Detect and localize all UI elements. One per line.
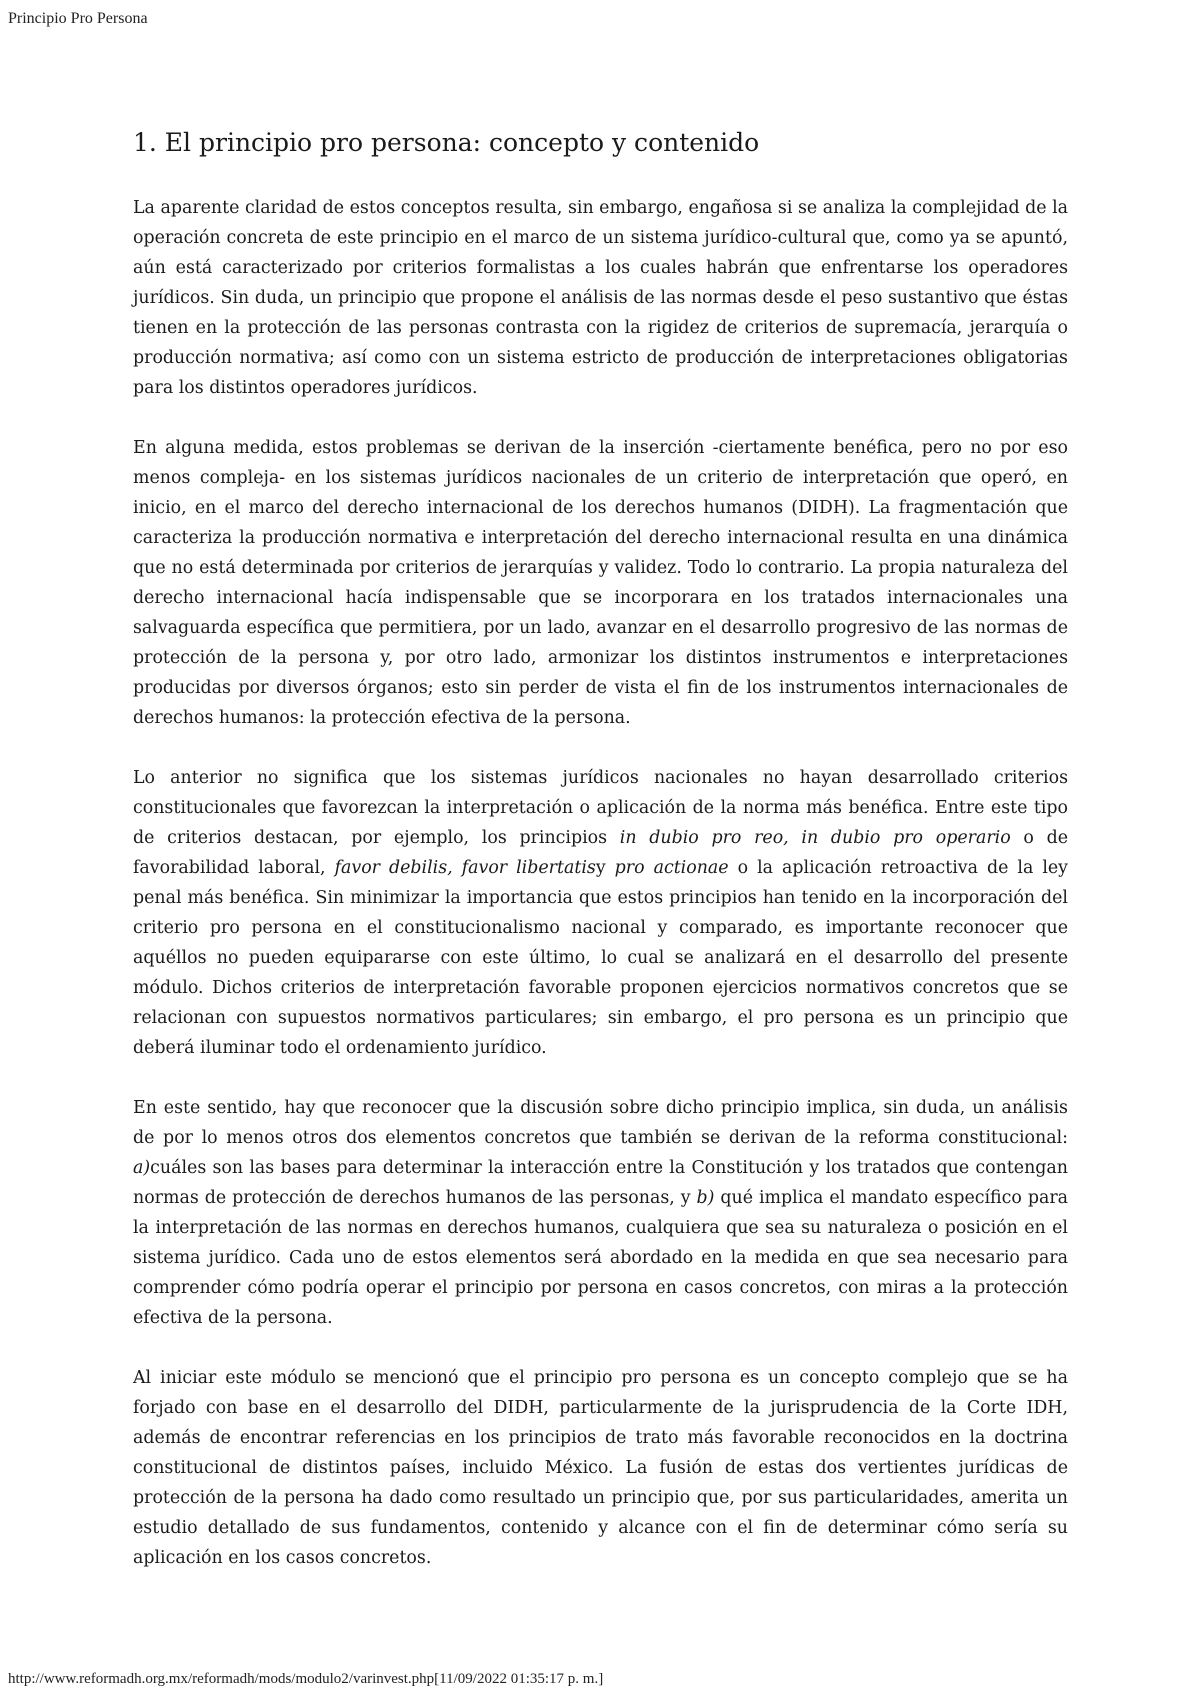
paragraph-3-italic-principles: in dubio pro reo, in dubio pro operario	[619, 828, 1011, 848]
paragraph-3-text: o la aplicación retroactiva de la ley penal más benéfica. Sin minimizar la importancia que estos principios han tenido en la incorporación del criterio pro persona en el constitucionalismo nacional y comparado, es importante reconocer que aquéllos no pueden equipararse con este último, lo cual se analizará en el desarrollo del presente módulo. Dichos criterios de interpretación favorable proponen ejercicios normativos concretos que se relacionan con supuestos normativos particulares; sin embargo, el pro persona es un principio que deberá iluminar todo el ordenamiento jurídico.	[133, 858, 1069, 1058]
paragraph-3-text: o de favorabilidad laboral,	[133, 828, 1068, 878]
paragraph-5: Al iniciar este módulo se mencionó que el principio pro persona es un concepto complejo que se ha forjado con base en el desarrollo del DIDH, particularmente de la jurisprudencia de la Corte IDH, además de encontrar referencias en los principios de trato más favorable reconocidos en la doctrina constitucional de distintos países, incluido México. La fusión de estas dos vertientes jurídicas de protección de la persona ha dado como resultado un principio que, por sus particularidades, amerita un estudio detallado de sus fundamentos, contenido y alcance con el fin de determinar cómo sería su aplicación en los casos concretos.	[133, 1368, 1068, 1568]
paragraph-4-text: qué implica el mandato específico para la interpretación de las normas en derechos humanos, cualquiera que sea su naturaleza o posición en el sistema jurídico. Cada uno de estos elementos será abordado en la medida en que sea necesario para comprender cómo podría operar el principio por persona en casos concretos, con miras a la protección efectiva de la persona.	[133, 1188, 1068, 1328]
paragraph-3-italic-actionae: pro actionae	[614, 858, 729, 878]
paragraph-3-text: Lo anterior no significa que los sistemas jurídicos nacionales no hayan desarrollado criterios constitucionales que favorezcan la interpretación o aplicación de la norma más benéfica. Entre este tipo de criterios destacan, por ejemplo, los principios	[133, 768, 1068, 848]
paragraph-4-item-b: b)	[696, 1188, 715, 1208]
footer-source-url: http://www.reformadh.org.mx/reformadh/mods/modulo2/varinvest.php[11/09/2022 01:35:17 p. m.]	[8, 1671, 604, 1687]
document-body	[133, 128, 1068, 1603]
paragraph-4-text: cuáles son las bases para determinar la interacción entre la Constitución y los tratados que contengan normas de protección de derechos humanos de las personas, y	[133, 1158, 1068, 1208]
paragraph-4-text: En este sentido, hay que reconocer que la discusión sobre dicho principio implica, sin duda, un análisis de por lo menos otros dos elementos concretos que también se derivan de la reforma constitucional:	[133, 1098, 1068, 1148]
section-heading: 1. El principio pro persona: concepto y contenido	[133, 128, 760, 157]
paragraph-3-italic-favor: favor debilis, favor libertatis	[334, 858, 596, 878]
paragraph-4-item-a: a)	[133, 1158, 151, 1178]
paragraph-1: La aparente claridad de estos conceptos resulta, sin embargo, engañosa si se analiza la complejidad de la operación concreta de este principio en el marco de un sistema jurídico-cultural que, como ya se apuntó, aún está caracterizado por criterios formalistas a los cuales habrán que enfrentarse los operadores jurídicos. Sin duda, un principio que propone el análisis de las normas desde el peso sustantivo que éstas tienen en la protección de las personas contrasta con la rigidez de criterios de supremacía, jerarquía o producción normativa; así como con un sistema estricto de producción de interpretaciones obligatorias para los distintos operadores jurídicos.	[133, 198, 1068, 398]
paragraph-4	[133, 1093, 1068, 1333]
paragraph-2: En alguna medida, estos problemas se derivan de la inserción -ciertamente benéfica, pero no por eso menos compleja- en los sistemas jurídicos nacionales de un criterio de interpretación que operó, en inicio, en el marco del derecho internacional de los derechos humanos (DIDH). La fragmentación que caracteriza la producción normativa e interpretación del derecho internacional resulta en una dinámica que no está determinada por criterios de jerarquías y validez. Todo lo contrario. La propia naturaleza del derecho internacional hacía indispensable que se incorporara en los tratados internacionales una salvaguarda específica que permitiera, por un lado, avanzar en el desarrollo progresivo de las normas de protección de la persona y, por otro lado, armonizar los distintos instrumentos e interpretaciones producidas por diversos órganos; esto sin perder de vista el fin de los instrumentos internacionales de derechos humanos: la protección efectiva de la persona.	[133, 438, 1068, 728]
paragraph-3	[133, 763, 1068, 1063]
paragraph-3-text: y	[595, 858, 615, 878]
page-header-title: Principio Pro Persona	[8, 10, 148, 27]
